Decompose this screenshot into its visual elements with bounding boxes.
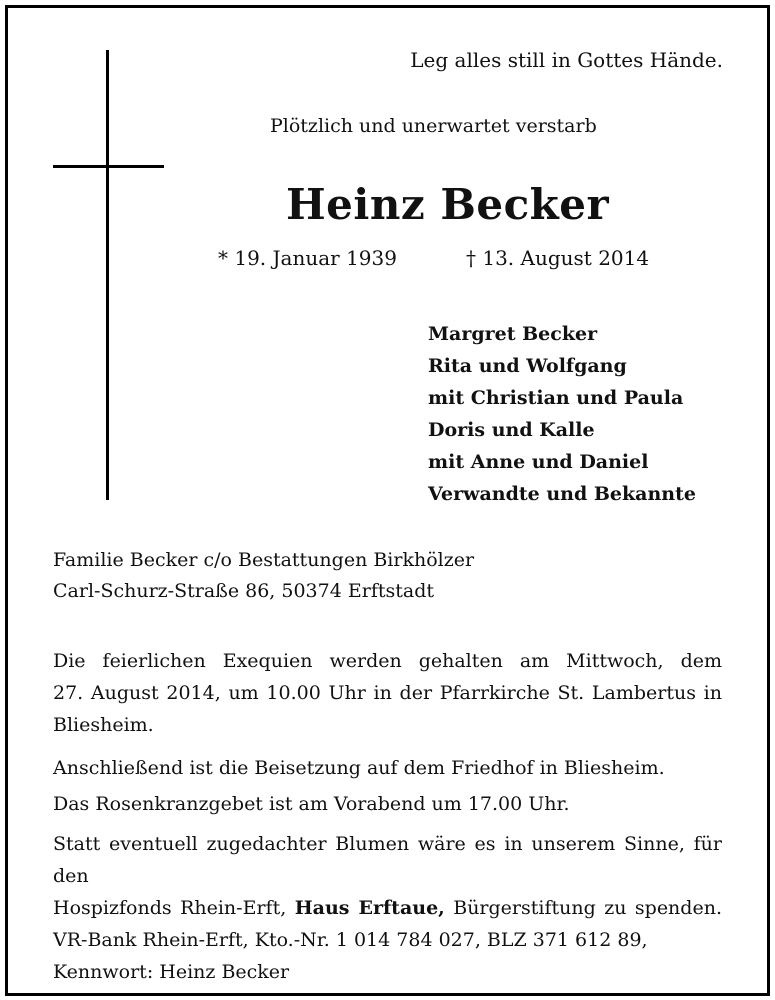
mourners-list	[428, 318, 696, 510]
donation-purpose: Bürgerstiftung zu spenden.	[453, 897, 722, 919]
mourner-entry: Rita und Wolfgang	[428, 355, 627, 377]
rosary-text: Das Rosenkranzgebet ist am Vorabend um 17.00 Uhr.	[53, 793, 570, 815]
birth-date: * 19. Januar 1939	[218, 246, 397, 270]
service-line: Die feierlichen Exequien werden gehalten am Mittwoch, dem	[53, 650, 722, 672]
donation-fund-highlight: Haus Erftaue,	[294, 897, 445, 919]
rosary-paragraph	[53, 788, 722, 820]
mourner-entry: mit Anne und Daniel	[428, 451, 649, 473]
intro-text: Plötzlich und unerwartet verstarb	[270, 115, 597, 137]
service-line: 27. August 2014, um 10.00 Uhr in der Pfarrkirche St. Lambertus in	[53, 682, 722, 704]
death-date: † 13. August 2014	[466, 246, 650, 270]
donation-line: Statt eventuell zugedachter Blumen wäre es in unserem Sinne, für den	[53, 833, 722, 887]
mourner-entry: Margret Becker	[428, 323, 598, 345]
donation-keyword: Kennwort: Heinz Becker	[53, 961, 290, 983]
burial-paragraph	[53, 752, 722, 784]
mourner-entry: Verwandte und Bekannte	[428, 483, 696, 505]
donation-paragraph	[53, 828, 722, 988]
burial-text: Anschließend ist die Beisetzung auf dem Friedhof in Bliesheim.	[53, 757, 665, 779]
mourner-entry: mit Christian und Paula	[428, 387, 684, 409]
deceased-name: Heinz Becker	[286, 180, 610, 229]
address-line: Carl-Schurz-Straße 86, 50374 Erftstadt	[53, 580, 434, 602]
motto-verse: Leg alles still in Gottes Hände.	[410, 48, 723, 72]
condolence-address	[53, 545, 474, 607]
donation-line	[53, 892, 722, 924]
mourner-entry: Doris und Kalle	[428, 419, 595, 441]
cross-icon-horizontal-bar	[53, 165, 164, 168]
service-paragraph	[53, 645, 722, 741]
cross-icon-vertical-bar	[106, 50, 109, 500]
donation-bank-details: VR-Bank Rhein-Erft, Kto.-Nr. 1 014 784 027, BLZ 371 612 89,	[53, 929, 648, 951]
donation-fund: Hospizfonds Rhein-Erft,	[53, 897, 287, 919]
service-line: Bliesheim.	[53, 714, 154, 736]
address-line: Familie Becker c/o Bestattungen Birkhölzer	[53, 549, 475, 571]
